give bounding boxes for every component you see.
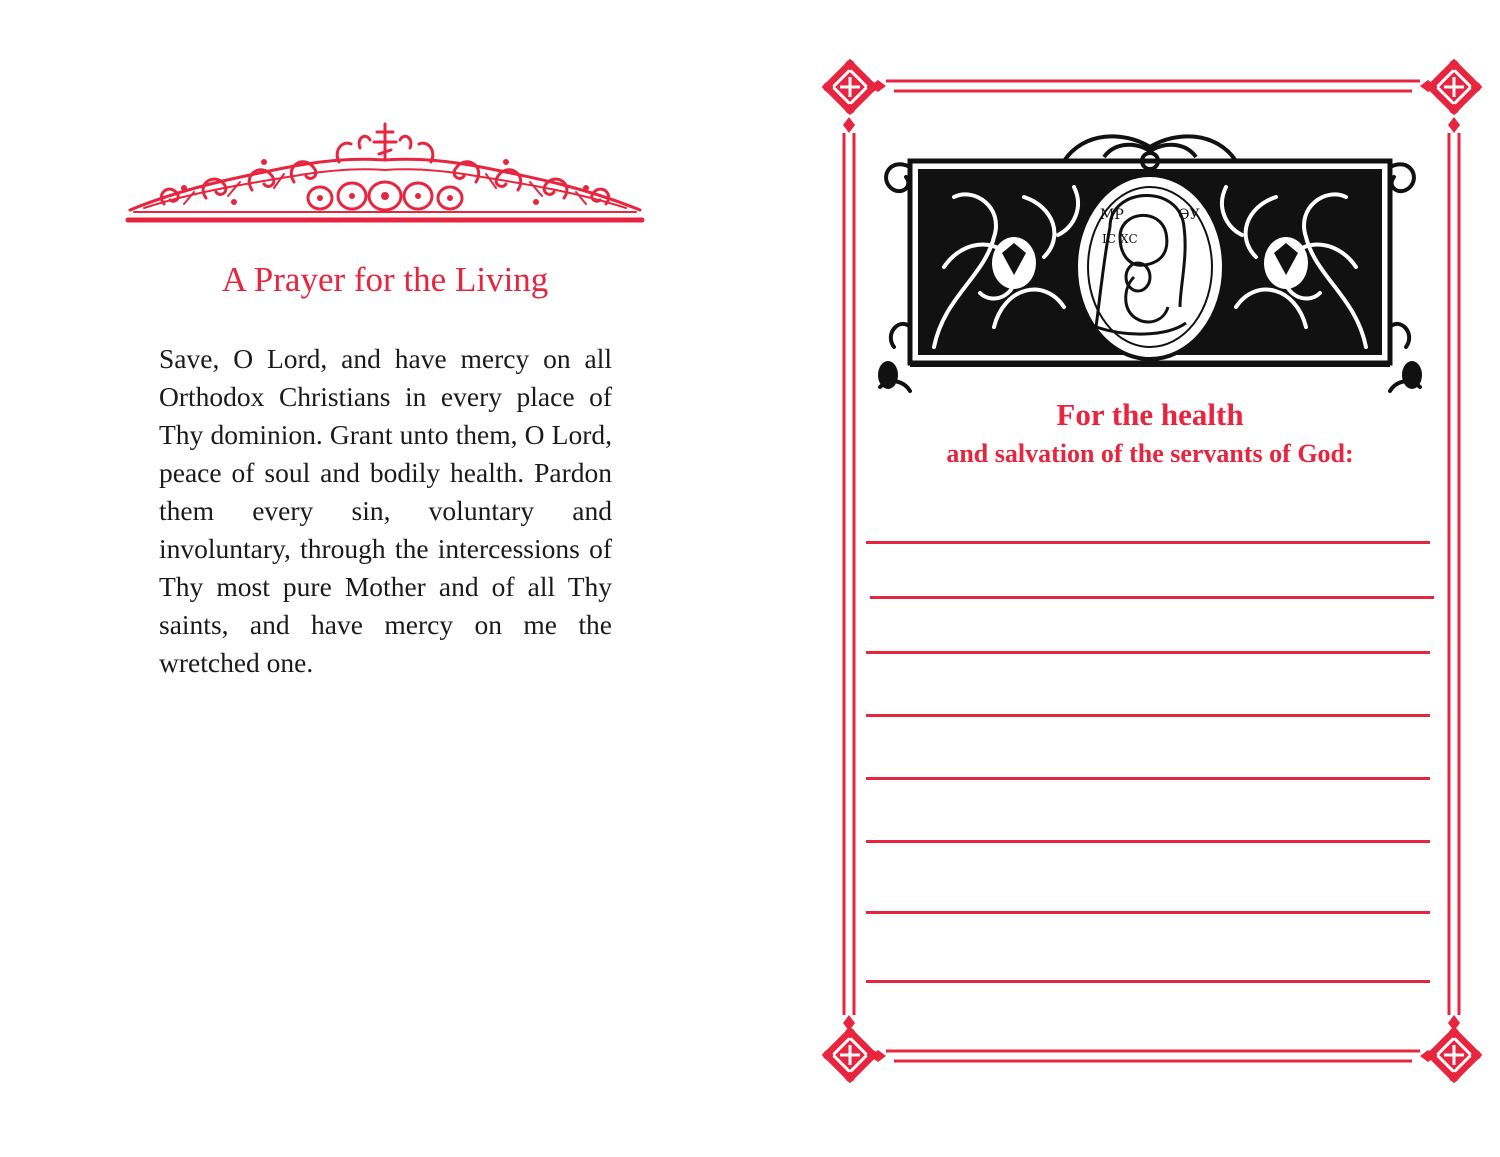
name-line[interactable] [866,541,1430,544]
name-line[interactable] [866,980,1430,983]
name-line[interactable] [866,777,1430,780]
name-line[interactable] [866,840,1430,843]
name-line[interactable] [866,714,1430,717]
icon-inscription: ѲУ [1178,207,1200,223]
health-heading: For the health [1056,397,1244,432]
celtic-knot-icon [822,59,879,116]
prayer-title: A Prayer for the Living [221,260,549,299]
theotokos-icon [874,127,1426,427]
icon-inscription: ХС [1120,232,1138,246]
name-line[interactable] [866,651,1430,654]
floral-cross-headpiece-icon [124,118,646,230]
name-line[interactable] [870,596,1434,599]
right-page [820,55,1485,1090]
icon-inscription: МР [1100,207,1124,223]
name-line[interactable] [866,911,1430,914]
celtic-knot-icon [1426,1027,1483,1084]
icon-inscription: ІС [1102,232,1116,246]
prayer-body: Save, O Lord, and have mercy on all Orthodox Christians in every place of Thy dominion. Grant unto them, O Lord, peace of soul and bodily health. Pardon them every sin, voluntary and involuntary, through the intercessions of Thy most pure Mother and of all Thy saints, and have mercy on me the wretched one. [159,343,612,678]
celtic-knot-icon [822,1027,879,1084]
celtic-knot-icon [1426,59,1483,116]
health-subheading: and salvation of the servants of God: [946,439,1354,468]
